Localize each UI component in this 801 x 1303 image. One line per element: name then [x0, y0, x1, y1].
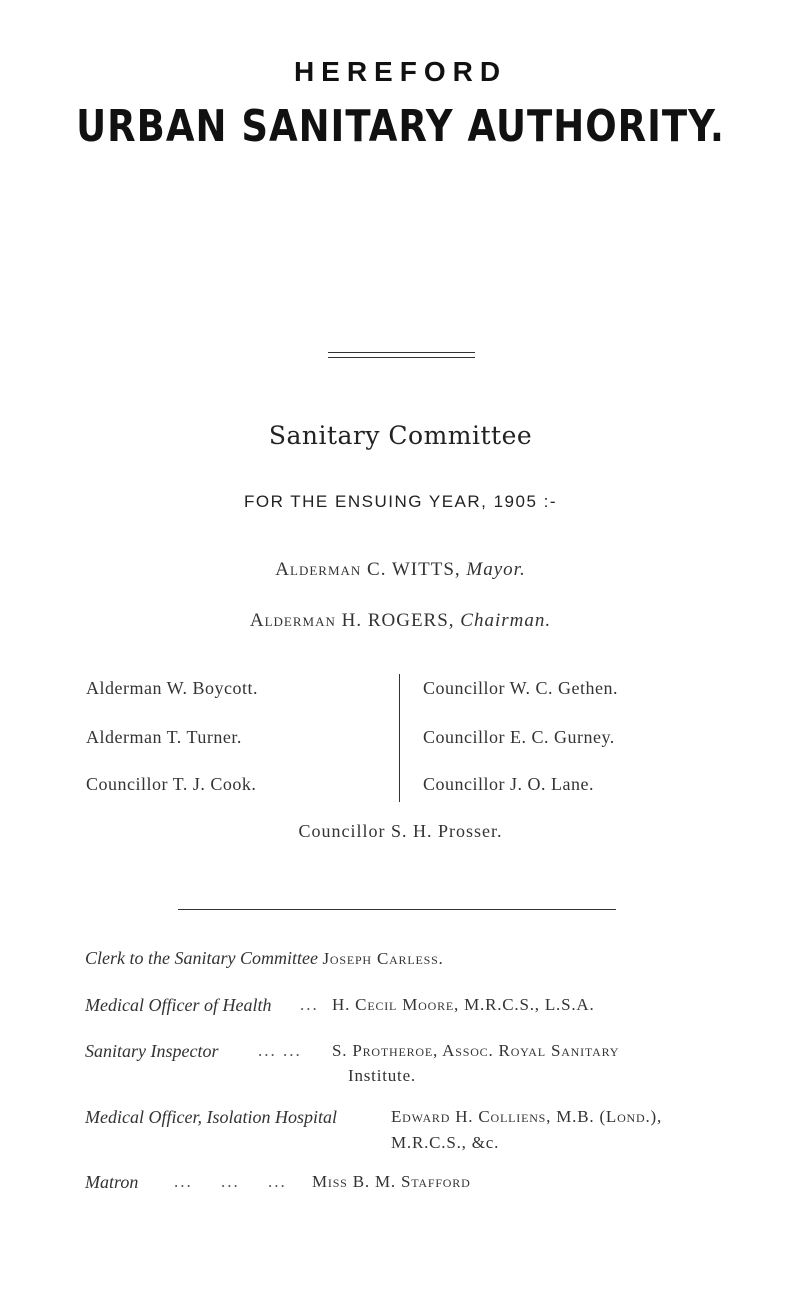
member-last: Councillor S. H. Prosser.: [298, 821, 503, 841]
chairman-line: [0, 610, 801, 632]
officer-isolation: [85, 1107, 337, 1128]
committee-title: Sanitary Committee: [268, 421, 533, 450]
officer-isolation-name: Edward H. Colliens, M.B. (Lond.),: [391, 1107, 663, 1126]
officer-inspector-name-cont: Institute.: [348, 1066, 416, 1085]
member-left-2: Alderman T. Turner.: [86, 727, 242, 747]
member-left-3: Councillor T. J. Cook.: [86, 774, 257, 794]
heading-town: HEREFORD: [293, 56, 508, 87]
officer-clerk-name: Joseph Carless.: [322, 949, 444, 968]
member-left-1: Alderman W. Boycott.: [86, 678, 258, 698]
member-right-1: Councillor W. C. Gethen.: [423, 678, 618, 698]
officer-moh-dots: [300, 995, 319, 1015]
mayor-role: Mayor.: [466, 559, 526, 580]
officer-inspector: [85, 1041, 218, 1062]
mayor-line: [0, 559, 801, 581]
chairman-role: Chairman.: [460, 610, 552, 631]
member-right-2: Councillor E. C. Gurney.: [423, 727, 615, 747]
divider-middle: [178, 909, 616, 910]
officer-moh-name: H. Cecil Moore, M.R.C.S., L.S.A.: [332, 995, 595, 1014]
committee-subtitle: FOR THE ENSUING YEAR, 1905 :-: [243, 492, 558, 511]
officer-clerk: [85, 948, 444, 969]
divider-double-top: [328, 352, 475, 353]
officer-moh-dots-text: ...: [300, 995, 319, 1014]
officer-inspector-dots-text: ... ...: [258, 1041, 302, 1060]
mayor-name: Alderman C. WITTS,: [275, 559, 461, 580]
chairman-name: Alderman H. ROGERS,: [249, 610, 455, 631]
officer-clerk-title: Clerk to the Sanitary Committee: [85, 948, 318, 968]
officer-matron-dots-text: ... ... ...: [174, 1172, 287, 1191]
member-right-3: Councillor J. O. Lane.: [423, 774, 594, 794]
member-column-divider: [399, 674, 400, 802]
officer-isolation-name-cont: M.R.C.S., &c.: [391, 1133, 500, 1152]
officer-matron: [85, 1172, 138, 1193]
officer-inspector-dots: [258, 1041, 302, 1061]
officer-moh: [85, 995, 271, 1016]
officer-matron-name: Miss B. M. Stafford: [312, 1172, 471, 1191]
officer-moh-title: Medical Officer of Health: [85, 995, 272, 1015]
officer-inspector-title: Sanitary Inspector: [85, 1041, 219, 1061]
heading-authority: URBAN SANITARY AUTHORITY.: [76, 101, 725, 152]
officer-inspector-name: S. Protheroe, Assoc. Royal Sanitary: [332, 1041, 620, 1060]
officer-isolation-title: Medical Officer, Isolation Hospital: [85, 1107, 337, 1127]
officer-matron-dots: [174, 1172, 287, 1192]
officer-matron-title: Matron: [85, 1172, 139, 1192]
divider-double-bottom: [328, 357, 475, 358]
